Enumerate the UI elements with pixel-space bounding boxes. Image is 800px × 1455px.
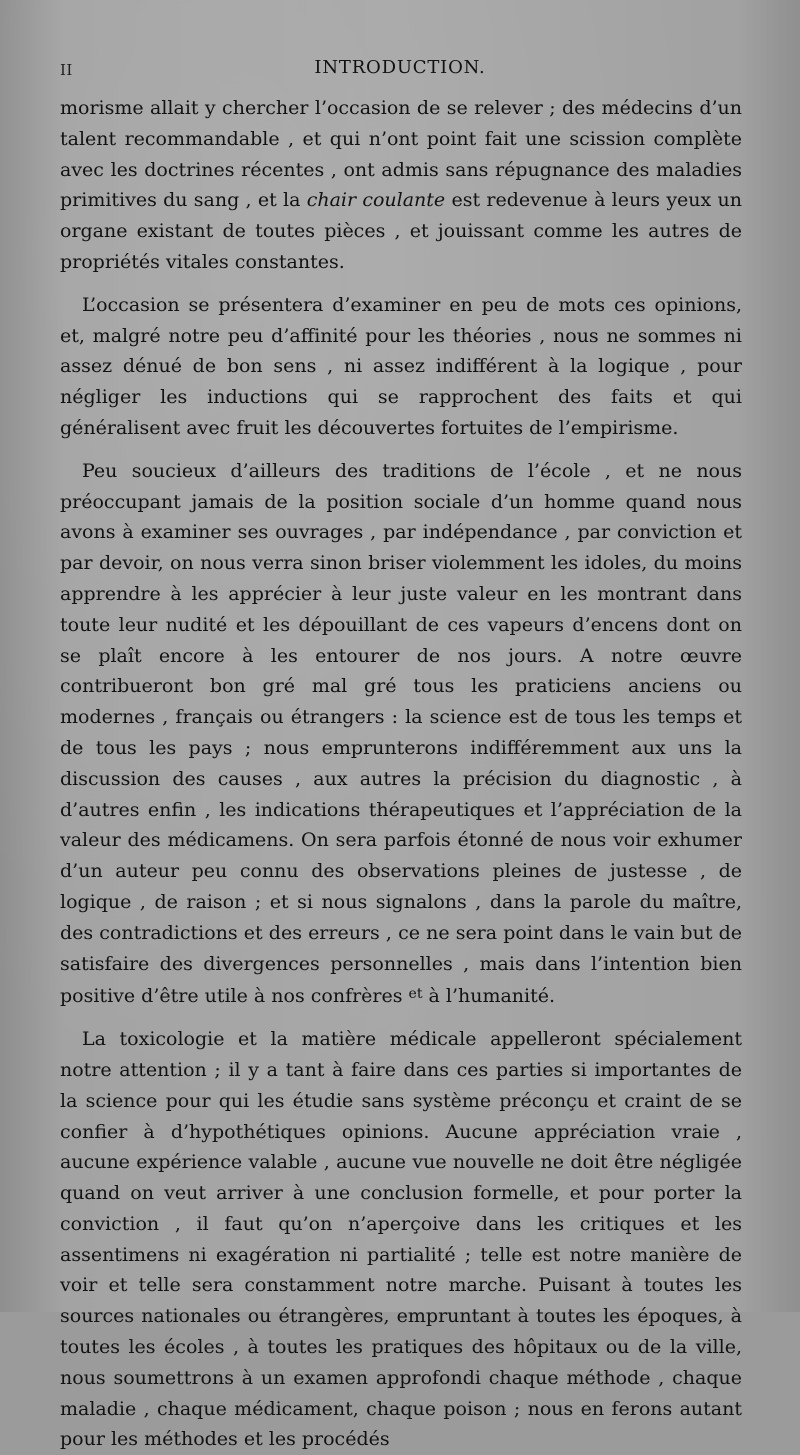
page-header [60, 55, 740, 87]
italic-phrase: chair coulante [306, 189, 446, 212]
paragraph-3-text-a: Peu soucieux d’ailleurs des traditions de l’école , et ne nous préoccupant jamais de la position sociale d’un homme quand nous avons à examiner ses ouvrages , par indépendance , par conviction et par devoir, on nous verra sinon briser violemment les idoles, du moins apprendre à les apprécier à leur juste valeur en les montrant dans toute leur nudité et les dépouillant de ces vapeurs d’encens dont on se plaît encore à les entourer de nos jours. A notre œuvre contribueront bon gré mal gré tous les praticiens anciens ou modernes , français ou étrangers : la science est de tous les temps et de tous les pays ; nous emprunterons indifféremment aux uns la discussion des causes , aux autres la précision du diagnostic , à d’autres enfin , les indications thérapeutiques et l’appréciation de la valeur des médicamens. On sera parfois étonné de nous voir exhumer d’un auteur peu connu des observations pleines de justesse , de logique , de raison ; et si nous signalons , dans la parole du maître, des contradictions et des erreurs , ce ne sera point dans le vain but de satisfaire des divergences personnelles , mais dans l’intention bien positive d’être utile à nos confrères [60, 459, 742, 1008]
body-text [60, 93, 742, 1455]
paragraph-2: L’occasion se présentera d’examiner en peu de mots ces opinions, et, malgré notre peu d’affinité pour les théories , nous ne sommes ni assez dénué de bon sens , ni assez indifférent à la logique , pour négliger les inductions qui se rapprochent des faits et qui généralisent avec fruit les découvertes fortuites de l’empirisme. [60, 293, 742, 439]
paragraph-1-text-a: morisme allait y chercher l’occasion de se relever ; des médecins d’un talent recommandable , et qui n’ont point fait une scission complète avec les doctrines récentes , ont admis sans répugnance des maladies primitives du sang , et la [60, 97, 742, 212]
raised-conjunction: et [408, 986, 423, 1003]
paragraph-4: La toxicologie et la matière médicale appelleront spécialement notre attention ; il y a tant à faire dans ces parties si importantes de la science pour qui les étudie sans système préconçu et craint de se confier à d’hypothétiques opinions. Aucune appréciation vraie , aucune expérience valable , aucune vue nouvelle ne doit être négligée quand on veut arriver à une conclusion formelle, et pour porter la conviction , il faut qu’on n’aperçoive dans les critiques et les assentimens ni exagération ni partialité ; telle est notre manière de voir et telle sera constamment notre marche. Puisant à toutes les sources nationales ou étrangères, empruntant à toutes les époques, à toutes les écoles , à toutes les pratiques des hôpitaux ou de la ville, nous soumettrons à un examen approfondi chaque méthode , chaque maladie , chaque médicament, chaque poison ; nous en ferons autant pour les méthodes et les procédés [60, 1028, 742, 1451]
paragraph-3 [60, 456, 742, 1012]
page-number: II [60, 61, 73, 79]
running-title: INTRODUCTION. [314, 57, 486, 78]
paragraph-3-text-b: à l’humanité. [422, 985, 556, 1008]
paragraph-1-text-b: est redevenue à leurs yeux un organe existant de toutes pièces , et jouissant comme les autres de propriétés vitales constantes. [60, 189, 743, 273]
paragraph-1 [60, 93, 742, 278]
